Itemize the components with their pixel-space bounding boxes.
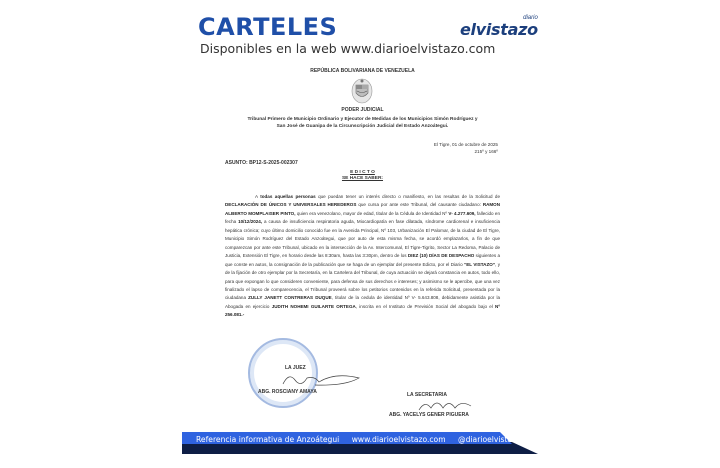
edict-document [225,64,500,364]
body-segment: quien era venezolano, mayor de edad, titular de la Cédula de Identidad Nº [295,210,449,216]
poder-judicial-heading: PODER JUDICIAL [341,107,384,113]
body-segment: A [255,194,261,199]
secretary-label: LA SECRETARIA [407,392,447,398]
body-segment: siguientes a que conste en autos, la consignación de la publicación que se haga de un ejemplar del presente Edicto, por el Diario [225,253,500,267]
brand-name: elvistazo [460,20,538,39]
judge-name: ABG. ROSCIANY AMAYA [258,389,317,395]
body-segment: , y de la fijación de otro ejemplar por la Secretaría, en la Cartelera del Tribunal, de cuya actuación se dejará constancia en autos, todo ello, para que expongan lo que consideren conveniente, para defensa de sus derechos e intereses; y asimismo se le apercibe, que una vez finalizado el lapso de comparecencia, el Tribunal proveerá sobre los petitorios contenidos en la referida Solicitud, presentada por la ciudadana [225,261,500,301]
secretary-name: ABG. YACELYS GENER PIGUERA [389,412,469,418]
republic-heading: REPÚBLICA BOLIVARIANA DE VENEZUELA [310,68,415,74]
asunto-line: ASUNTO: BP12-S-2025-002307 [225,160,298,166]
edict-body [225,193,500,320]
body-bold-segment: “EL VISTAZO” [464,261,496,267]
brand-small: diario [523,15,538,21]
body-bold-segment: todas aquellas personas [260,194,316,199]
body-segment: , titular de la cedula de identidad Nº V- 5.643.808, debidamente asistida por la Abogada en ejercicio [225,295,500,309]
edicto-subtitle: SE HACE SABER: [341,176,384,181]
body-bold-segment: Nº 256.081.- [225,303,500,318]
body-bold-segment: DIEZ (10) DÍAS DE DESPACHO [407,253,475,259]
body-segment: fallecido en fecha [225,210,500,225]
body-bold-segment: JUDITH NOHEMI GUILARTE ORTEGA [271,303,356,309]
footer-banner [182,432,538,454]
body-segment: a causa de insuficiencia respiratoria aguda, Miocardiopatía en fase dilatada, síndrome cardiorenal e insuficiencia hepática crónica; cuyo último domicilio conocido fue en la Avenida Principal, Nº 103, Urbanización El Palomar, de la ciudad de El Tigre, Municipio Simón Rodríguez del Estado Anzoátegui, que por auto de esta misma fecha, se acordó emplazarlos, a fin de que comparezcan por ante este Tribunal, ubicado en la intersección de la Av. Intercomunal, El Tigre-Tigrito, Sector La Redoma, Palacio de Justicia, Extensión El Tigre, en horario desde las 8:30am, hasta las 3:30pm, dentro de los [225,219,500,259]
body-bold-segment: ZULLY JANETT CONTRERAS DUQUE [248,295,332,301]
footer-text [196,435,531,444]
brand-logo [460,15,538,40]
body-segment: que puedan tener un interés directo o manifiesto, en las resultas de la Solicitud de [315,194,500,199]
year-line: 215º y 166º [474,149,498,154]
date-block [434,141,498,155]
header-subtitle: Disponibles en la web www.diarioelvistazo.com [200,41,496,56]
header [198,14,538,58]
carteles-title: CARTELES [198,13,338,41]
coat-of-arms-icon [351,78,373,104]
body-bold-segment: V- 4.277.609, [448,210,476,216]
body-segment: , inscrita en el Instituto de Previsión Social del abogado bajo el [355,303,496,309]
body-bold-segment: DECLARACIÓN DE ÚNICOS Y UNIVERSALES HEREDEROS [225,202,357,208]
edicto-title [225,170,500,182]
date-line: El Tigre, 01 de octubre de 2025 [433,142,498,147]
body-bold-segment: RAMON ALBERTO MOMPLAISER PINTO, [225,202,501,216]
judge-signature-icon [275,370,365,388]
judge-label: LA JUEZ [285,365,306,371]
edicto-title-text: E D I C T O [350,170,375,175]
footer-tagline: Referencia informativa de Anzoátegui [196,435,340,444]
footer-handle[interactable]: @diarioelvistazo [458,435,521,444]
body-bold-segment: 10/12/2024, [238,219,263,225]
body-segment: que cursa por ante este Tribunal, del causante ciudadano: [356,202,483,208]
footer-website[interactable]: www.diarioelvistazo.com [351,435,446,444]
tribunal-heading: Tribunal Primero de Municipio Ordinario y Ejecutor de Medidas de los Municipios Simón Rodríguez y San José de Guanipa de la Circunscripción Judicial del Estado Anzoátegui. [247,117,478,129]
